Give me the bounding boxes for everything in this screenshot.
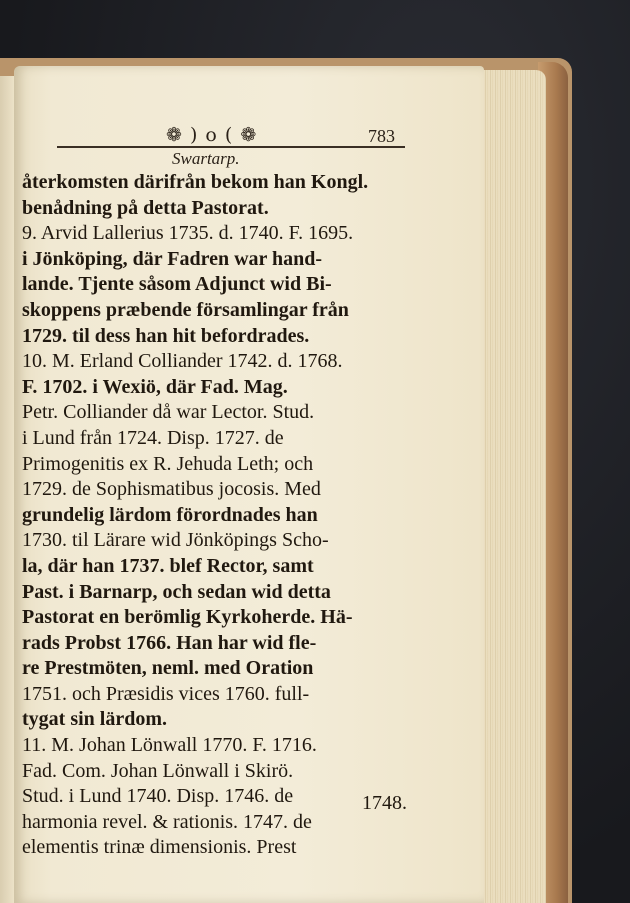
- text-line: Primogenitis ex R. Jehuda Leth; och: [22, 452, 314, 475]
- text-line: 1729. til dess han hit befordrades.: [22, 324, 310, 347]
- text-line: 1729. de Sophismatibus jocosis. Med: [22, 478, 321, 501]
- text-line: Petr. Colliander då war Lector. Stud.: [22, 401, 315, 424]
- text-line: återkomsten därifrån bekom han Kongl.: [22, 171, 369, 193]
- page-header: [138, 124, 408, 146]
- body-text: [22, 170, 422, 861]
- text-line: Past. i Barnarp, och sedan wid detta: [22, 580, 331, 603]
- text-line: 10. M. Erland Colliander 1742. d. 1768.: [22, 350, 343, 373]
- text-line: Pastorat en berömlig Kyrkoherde. Hä-: [22, 606, 353, 629]
- page-number: 783: [368, 126, 395, 146]
- text-line: elementis trinæ dimensionis. Prest: [22, 836, 297, 859]
- text-line: Stud. i Lund 1740. Disp. 1746. de: [22, 785, 294, 808]
- text-line: re Prestmöten, neml. med Oration: [22, 657, 314, 680]
- text-line: grundelig lärdom förordnades han: [22, 503, 318, 526]
- text-line: 1751. och Præsidis vices 1760. full-: [22, 682, 310, 705]
- text-line: i Jönköping, där Fadren war hand-: [22, 247, 323, 270]
- text-line: skoppens præbende församlingar från: [22, 298, 349, 321]
- running-title: Swartarp.: [172, 149, 240, 168]
- text-line: i Lund från 1724. Disp. 1727. de: [22, 426, 284, 449]
- text-line: tygat sin lärdom.: [22, 708, 167, 731]
- text-line: Fad. Com. Johan Lönwall i Skirö.: [22, 759, 294, 782]
- page-edges: [476, 70, 546, 903]
- header-rule: [57, 146, 405, 148]
- text-line: lande. Tjente såsom Adjunct wid Bi-: [22, 273, 332, 296]
- catchword: 1748.: [362, 792, 407, 814]
- text-line: benådning på detta Pastorat.: [22, 196, 269, 219]
- header-ornament: ❁ ) o ( ❁: [166, 124, 258, 146]
- text-line: 9. Arvid Lallerius 1735. d. 1740. F. 1695.: [22, 222, 354, 245]
- text-line: 1730. til Lärare wid Jönköpings Scho-: [22, 529, 329, 552]
- text-line: la, där han 1737. blef Rector, samt: [22, 554, 314, 577]
- text-line: F. 1702. i Wexiö, där Fad. Mag.: [22, 375, 288, 398]
- text-line: harmonia revel. & rationis. 1747. de: [22, 810, 312, 833]
- text-line: 11. M. Johan Lönwall 1770. F. 1716.: [22, 734, 317, 757]
- text-line: rads Probst 1766. Han har wid fle-: [22, 631, 317, 654]
